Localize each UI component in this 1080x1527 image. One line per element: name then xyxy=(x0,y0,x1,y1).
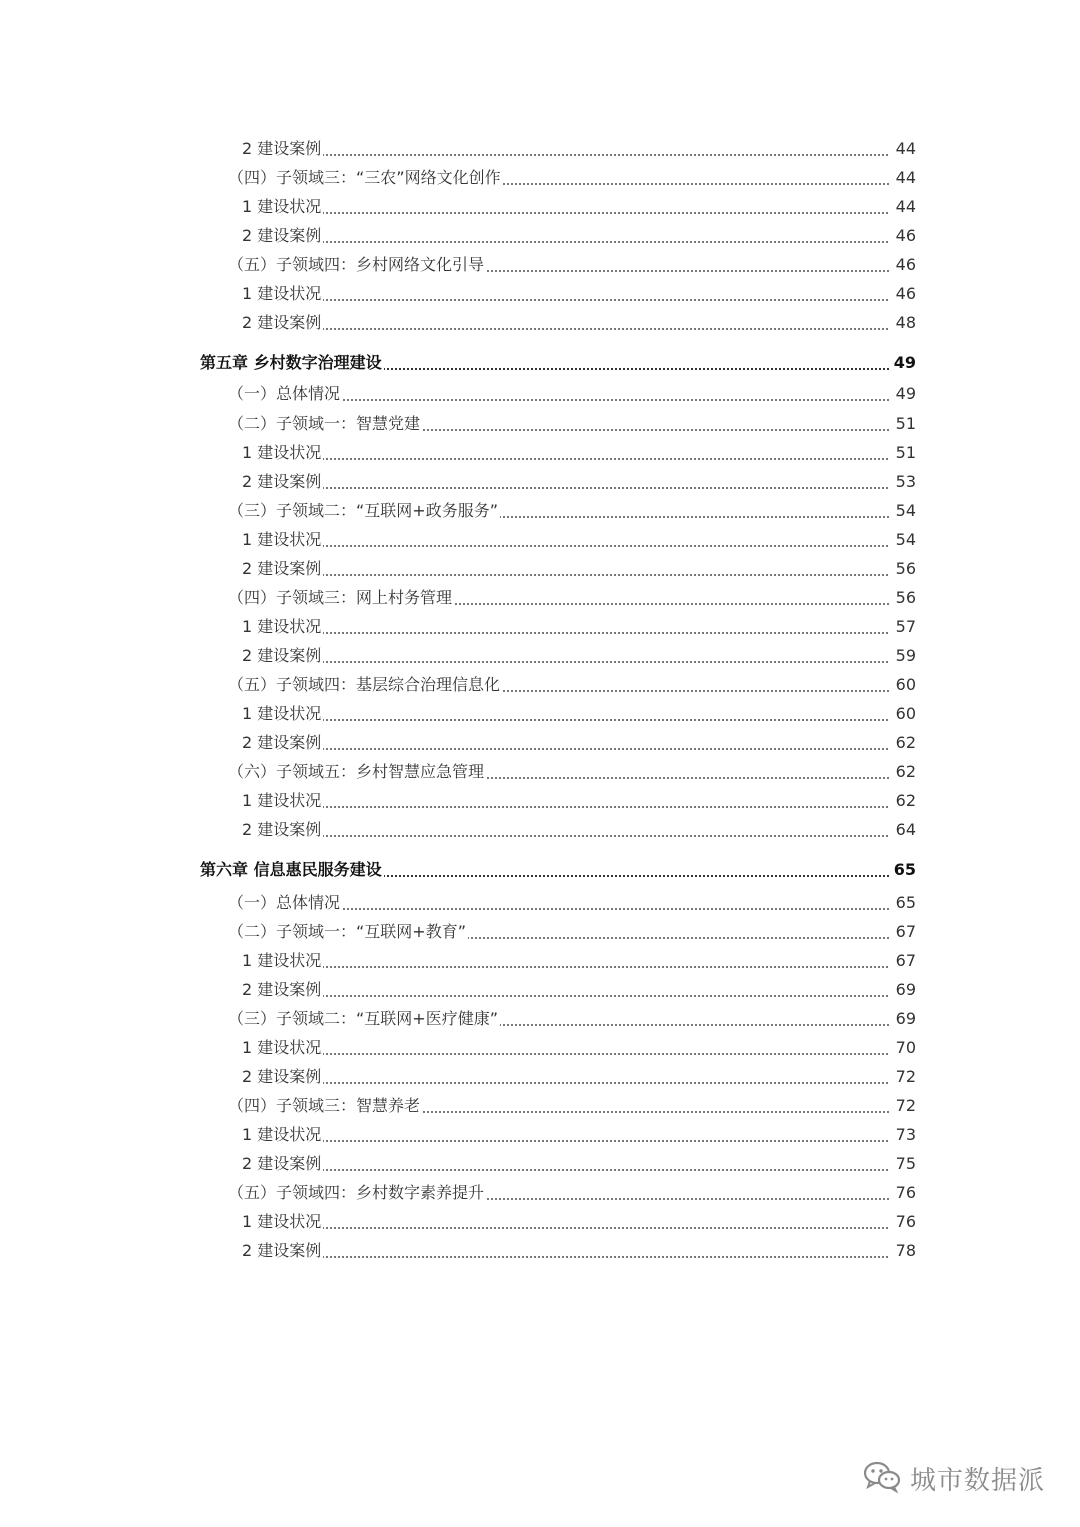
toc-page-number: 62 xyxy=(890,762,916,782)
toc-subsection-entry xyxy=(0,788,1080,814)
toc-entry-label: （五）子领域四：乡村网络文化引导 xyxy=(228,255,485,274)
toc-page-number: 72 xyxy=(890,1067,916,1087)
toc-subsection-entry xyxy=(0,136,1080,162)
toc-entry-label: 2 建设案例 xyxy=(242,733,322,752)
toc-page-number: 62 xyxy=(890,733,916,753)
toc-page-number: 60 xyxy=(890,675,916,695)
toc-subsection-entry xyxy=(0,1122,1080,1148)
toc-entry-label: （一）总体情况 xyxy=(228,384,341,403)
toc-page-number: 48 xyxy=(890,313,916,333)
toc-entry-label: 1 建设状况 xyxy=(242,704,322,723)
toc-page-number: 54 xyxy=(890,501,916,521)
toc-entry-label: 2 建设案例 xyxy=(242,1067,322,1086)
toc-entry-label: 2 建设案例 xyxy=(242,139,322,158)
toc-page-number: 44 xyxy=(890,197,916,217)
watermark xyxy=(862,1458,1045,1498)
toc-leader-dots xyxy=(242,328,892,330)
toc-entry-label: 2 建设案例 xyxy=(242,820,322,839)
toc-page-number: 44 xyxy=(890,139,916,159)
toc-subsection-entry xyxy=(0,194,1080,220)
toc-section-entry xyxy=(0,381,1080,407)
toc-entry-label: 1 建设状况 xyxy=(242,1125,322,1144)
toc-entry-label: 1 建设状况 xyxy=(242,1038,322,1057)
toc-page-number: 56 xyxy=(890,588,916,608)
toc-subsection-entry xyxy=(0,223,1080,249)
toc-leader-dots xyxy=(242,748,892,750)
toc-page-number: 51 xyxy=(890,414,916,434)
toc-leader-dots xyxy=(242,458,892,460)
toc-page-number: 75 xyxy=(890,1154,916,1174)
toc-entry-label: 2 建设案例 xyxy=(242,313,322,332)
toc-entry-label: 第五章 乡村数字治理建设 xyxy=(200,353,382,372)
toc-subsection-entry xyxy=(0,1151,1080,1177)
toc-subsection-entry xyxy=(0,1035,1080,1061)
toc-entry-label: 2 建设案例 xyxy=(242,559,322,578)
toc-subsection-entry xyxy=(0,977,1080,1003)
toc-leader-dots xyxy=(242,966,892,968)
toc-page-number: 57 xyxy=(890,617,916,637)
toc-leader-dots xyxy=(242,1256,892,1258)
toc-subsection-entry xyxy=(0,556,1080,582)
toc-page-number: 73 xyxy=(890,1125,916,1145)
toc-leader-dots xyxy=(242,212,892,214)
toc-entry-label: （四）子领域三：“三农”网络文化创作 xyxy=(228,168,501,187)
toc-section-entry xyxy=(0,1093,1080,1119)
toc-subsection-entry xyxy=(0,440,1080,466)
toc-entry-label: （三）子领域二：“互联网+政务服务” xyxy=(228,501,498,520)
toc-leader-dots xyxy=(242,1082,892,1084)
toc-entry-label: 1 建设状况 xyxy=(242,530,322,549)
toc-entry-label: 2 建设案例 xyxy=(242,980,322,999)
toc-subsection-entry xyxy=(0,614,1080,640)
toc-entry-label: 1 建设状况 xyxy=(242,791,322,810)
toc-chapter-entry xyxy=(0,350,1080,376)
toc-section-entry xyxy=(0,498,1080,524)
toc-entry-label: 1 建设状况 xyxy=(242,1212,322,1231)
toc-leader-dots xyxy=(242,487,892,489)
toc-page-number: 78 xyxy=(890,1241,916,1261)
toc-section-entry xyxy=(0,252,1080,278)
toc-page-number: 64 xyxy=(890,820,916,840)
toc-leader-dots xyxy=(242,574,892,576)
toc-chapter-entry xyxy=(0,857,1080,883)
toc-entry-label: 1 建设状况 xyxy=(242,284,322,303)
toc-page-number: 67 xyxy=(890,951,916,971)
toc-section-entry xyxy=(0,672,1080,698)
toc-page-number: 65 xyxy=(890,860,916,880)
toc-section-entry xyxy=(0,1180,1080,1206)
toc-leader-dots xyxy=(242,154,892,156)
toc-subsection-entry xyxy=(0,1064,1080,1090)
toc-page-number: 49 xyxy=(890,353,916,373)
toc-page-number: 65 xyxy=(890,893,916,913)
toc-leader-dots xyxy=(242,241,892,243)
toc-entry-label: 1 建设状况 xyxy=(242,617,322,636)
wechat-icon xyxy=(862,1459,902,1497)
toc-entry-label: 1 建设状况 xyxy=(242,197,322,216)
toc-entry-label: （六）子领域五：乡村智慧应急管理 xyxy=(228,762,485,781)
toc-page-number: 60 xyxy=(890,704,916,724)
toc-entry-label: 2 建设案例 xyxy=(242,646,322,665)
toc-section-entry xyxy=(0,585,1080,611)
toc-subsection-entry xyxy=(0,701,1080,727)
toc-subsection-entry xyxy=(0,469,1080,495)
toc-leader-dots xyxy=(242,1227,892,1229)
toc-section-entry xyxy=(0,759,1080,785)
toc-page-number: 76 xyxy=(890,1183,916,1203)
toc-page-number: 72 xyxy=(890,1096,916,1116)
toc-page-number: 69 xyxy=(890,1009,916,1029)
watermark-text: 城市数据派 xyxy=(910,1465,1046,1496)
toc-subsection-entry xyxy=(0,817,1080,843)
toc-entry-label: 第六章 信息惠民服务建设 xyxy=(200,860,382,879)
toc-subsection-entry xyxy=(0,1209,1080,1235)
toc-page-number: 62 xyxy=(890,791,916,811)
toc-page-number: 70 xyxy=(890,1038,916,1058)
toc-entry-label: 1 建设状况 xyxy=(242,951,322,970)
toc-entry-label: （一）总体情况 xyxy=(228,893,341,912)
toc-entry-label: （二）子领域一：“互联网+教育” xyxy=(228,922,466,941)
toc-leader-dots xyxy=(242,1053,892,1055)
toc-page-number: 59 xyxy=(890,646,916,666)
toc-leader-dots xyxy=(242,719,892,721)
toc-leader-dots xyxy=(242,806,892,808)
toc-page-number: 69 xyxy=(890,980,916,1000)
toc-subsection-entry xyxy=(0,730,1080,756)
toc-leader-dots xyxy=(242,545,892,547)
toc-leader-dots xyxy=(242,1169,892,1171)
toc-leader-dots xyxy=(242,299,892,301)
toc-section-entry xyxy=(0,1006,1080,1032)
toc-page-number: 46 xyxy=(890,255,916,275)
toc-leader-dots xyxy=(242,661,892,663)
toc-page-number: 56 xyxy=(890,559,916,579)
toc-entry-label: （四）子领域三：网上村务管理 xyxy=(228,588,453,607)
toc-leader-dots xyxy=(242,835,892,837)
toc-entry-label: 2 建设案例 xyxy=(242,226,322,245)
toc-subsection-entry xyxy=(0,948,1080,974)
toc-page-number: 46 xyxy=(890,284,916,304)
toc-page-number: 54 xyxy=(890,530,916,550)
toc-page-number: 53 xyxy=(890,472,916,492)
toc-entry-label: （二）子领域一：智慧党建 xyxy=(228,414,421,433)
toc-leader-dots xyxy=(242,995,892,997)
toc-entry-label: 2 建设案例 xyxy=(242,1241,322,1260)
toc-section-entry xyxy=(0,890,1080,916)
toc-entry-label: （五）子领域四：基层综合治理信息化 xyxy=(228,675,501,694)
toc-section-entry xyxy=(0,411,1080,437)
toc-leader-dots xyxy=(242,1140,892,1142)
toc-entry-label: 1 建设状况 xyxy=(242,443,322,462)
toc-subsection-entry xyxy=(0,281,1080,307)
toc-page-number: 76 xyxy=(890,1212,916,1232)
toc-page-number: 67 xyxy=(890,922,916,942)
toc-entry-label: （三）子领域二：“互联网+医疗健康” xyxy=(228,1009,498,1028)
toc-subsection-entry xyxy=(0,1238,1080,1264)
toc-subsection-entry xyxy=(0,310,1080,336)
toc-entry-label: （五）子领域四：乡村数字素养提升 xyxy=(228,1183,485,1202)
toc-entry-label: 2 建设案例 xyxy=(242,472,322,491)
toc-entry-label: （四）子领域三：智慧养老 xyxy=(228,1096,421,1115)
toc-page-number: 46 xyxy=(890,226,916,246)
toc-page-number: 44 xyxy=(890,168,916,188)
toc-subsection-entry xyxy=(0,643,1080,669)
toc-section-entry xyxy=(0,919,1080,945)
toc-entry-label: 2 建设案例 xyxy=(242,1154,322,1173)
toc-section-entry xyxy=(0,165,1080,191)
toc-page-number: 49 xyxy=(890,384,916,404)
toc-leader-dots xyxy=(242,632,892,634)
toc-subsection-entry xyxy=(0,527,1080,553)
toc-page-number: 51 xyxy=(890,443,916,463)
